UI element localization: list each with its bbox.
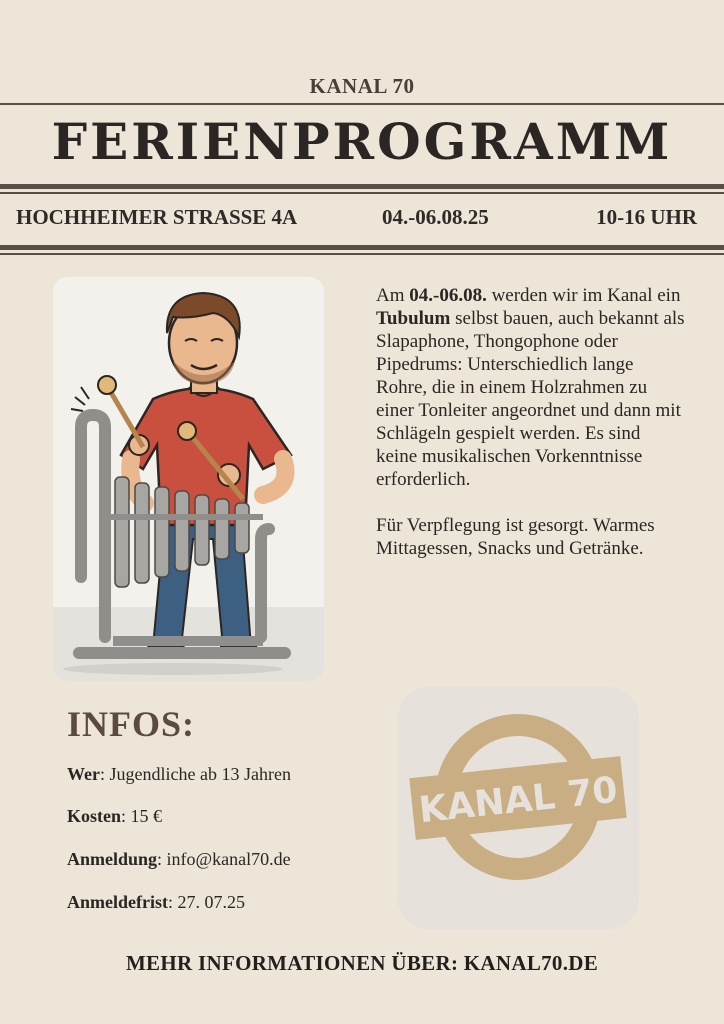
info-row-anmeldung: Anmeldung: info@kanal70.de bbox=[67, 849, 291, 869]
title-rule-thick bbox=[0, 184, 724, 189]
footer-text[interactable]: MEHR INFORMATIONEN ÜBER: KANAL70.DE bbox=[125, 951, 599, 975]
description-paragraph-1: Am 04.-06.08. werden wir im Kanal ein Tubulum selbst bauen, auch bekannt als Slapaphone, Thongophone oder Pipedrums: Unterschiedlich lange Rohre, die in einem Holzrahmen zu einer Tonleiter angeordnet und dann mit Schlägeln gespielt werden. Es sind keine musikalischen Vorkenntnisse erforderlich. bbox=[376, 285, 685, 490]
info-row-wer: Wer: Jugendliche ab 13 Jahren bbox=[67, 764, 291, 784]
infos-title: INFOS: bbox=[67, 704, 196, 744]
title: FERIENPROGRAMM bbox=[51, 112, 673, 171]
description-paragraph-2: Für Verpflegung ist gesorgt. Warmes Mittagessen, Snacks und Getränke. bbox=[376, 515, 655, 559]
highlight-instrument: Tubulum bbox=[376, 308, 451, 329]
info-bar bbox=[0, 205, 724, 237]
top-label: KANAL 70 bbox=[309, 74, 415, 98]
kanal70-logo bbox=[398, 687, 639, 929]
logo-card bbox=[398, 687, 639, 929]
top-rule-thin bbox=[0, 103, 724, 105]
logo-text: KANAL 70 bbox=[417, 769, 620, 832]
email-link[interactable]: info@kanal70.de bbox=[166, 849, 291, 869]
info-row-kosten: Kosten: 15 € bbox=[67, 806, 163, 826]
address: HOCHHEIMER STRASSE 4A bbox=[16, 205, 298, 229]
highlight-dates: 04.-06.08. bbox=[409, 285, 487, 306]
illustration bbox=[53, 277, 324, 681]
info-row-anmeldefrist: Anmeldefrist: 27. 07.25 bbox=[67, 892, 245, 912]
bottom-rule-thin bbox=[0, 253, 724, 255]
dates: 04.-06.08.25 bbox=[382, 205, 489, 229]
bottom-rule-thick bbox=[0, 245, 724, 250]
time: 10-16 UHR bbox=[596, 205, 697, 229]
title-rule-thin bbox=[0, 192, 724, 194]
tubulum-player-illustration bbox=[53, 277, 324, 681]
description bbox=[376, 284, 686, 560]
